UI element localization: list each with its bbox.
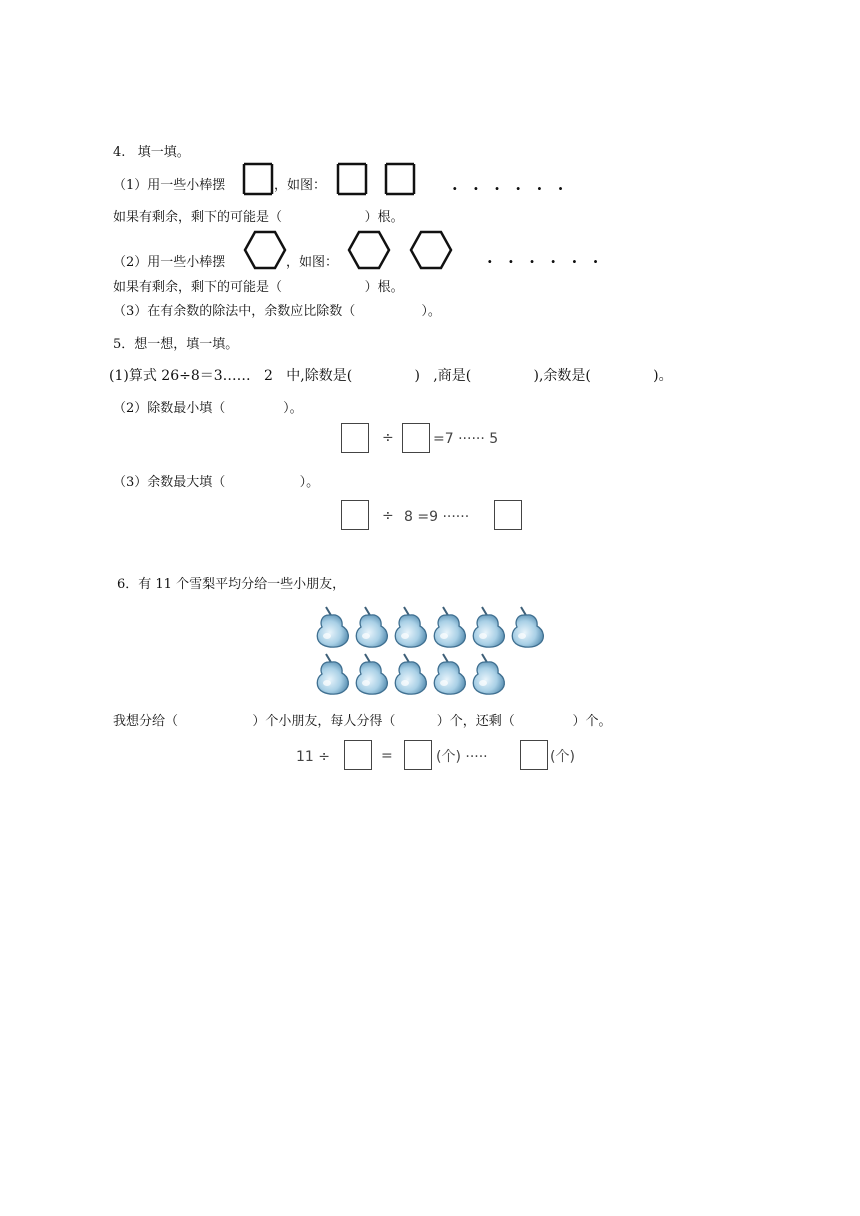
hexagon-stick-icon [243,230,287,270]
pear-icon [468,603,508,649]
pear-icon [507,603,547,649]
pear-icon [429,603,469,649]
square-stick-icon [383,162,417,196]
pear-icon [312,603,352,649]
hexagon-stick-icon [347,230,391,270]
q4-p2-suffix: ，如图： [286,255,339,270]
equals-sign: = [381,748,393,764]
pear-icon [468,650,508,696]
q4-p1-suffix: ，如图： [274,178,327,193]
q4-p1-text: （1）用一些小棒摆 [113,178,226,193]
pear-icon [351,603,391,649]
q5-title: 5．想一想，填一填。 [113,337,239,352]
q5-p1-text: (1)算式 26÷8＝3…… 2 中,除数是( ) ,商是( ),余数是( )。 [109,368,673,384]
each-share-blank-box[interactable] [404,740,432,770]
q4-p2-text: （2）用一些小棒摆 [113,255,226,270]
friends-blank-box[interactable] [344,740,372,770]
divisor-blank-box[interactable] [402,423,430,453]
q6-answer-text: 我想分给（ ）个小朋友，每人分得（ ）个，还剩（ ）个。 [113,714,612,729]
leftover-blank-box[interactable] [520,740,548,770]
q5-p2-equation: =7 ······ 5 [433,431,499,447]
square-stick-icon [335,162,369,196]
q5-p3-equation: 8 =9 ······ [404,509,470,525]
q4-title: 4. 填一填。 [113,145,190,160]
q4-p1-remainder: 如果有剩余，剩下的可能是（ ）根。 [113,210,404,225]
q4-p3-text: （3）在有余数的除法中，余数应比除数（ ）。 [113,304,441,319]
pear-icon [390,650,430,696]
pear-icon [390,603,430,649]
q6-eq-prefix: 11 ÷ [296,749,330,765]
division-sign: ÷ [382,430,394,446]
q5-p3-text: （3）余数最大填（ ）。 [113,475,320,490]
division-sign: ÷ [382,508,394,524]
q4-p1-dots: · · · · · · [452,179,569,198]
dividend-blank-box[interactable] [341,500,369,530]
remainder-blank-box[interactable] [494,500,522,530]
q6-title: 6．有 11 个雪梨平均分给一些小朋友， [117,577,346,592]
q6-eq-unit2: (个) [550,749,575,765]
pear-icon [429,650,469,696]
hexagon-stick-icon [409,230,453,270]
q5-p2-text: （2）除数最小填（ ）。 [113,401,303,416]
q4-p2-remainder: 如果有剩余，剩下的可能是（ ）根。 [113,280,404,295]
square-stick-icon [241,162,275,196]
q4-p2-dots: · · · · · · [487,252,604,271]
dividend-blank-box[interactable] [341,423,369,453]
pear-icon [351,650,391,696]
pear-icon [312,650,352,696]
q6-eq-unit1: (个) ····· [436,749,488,765]
